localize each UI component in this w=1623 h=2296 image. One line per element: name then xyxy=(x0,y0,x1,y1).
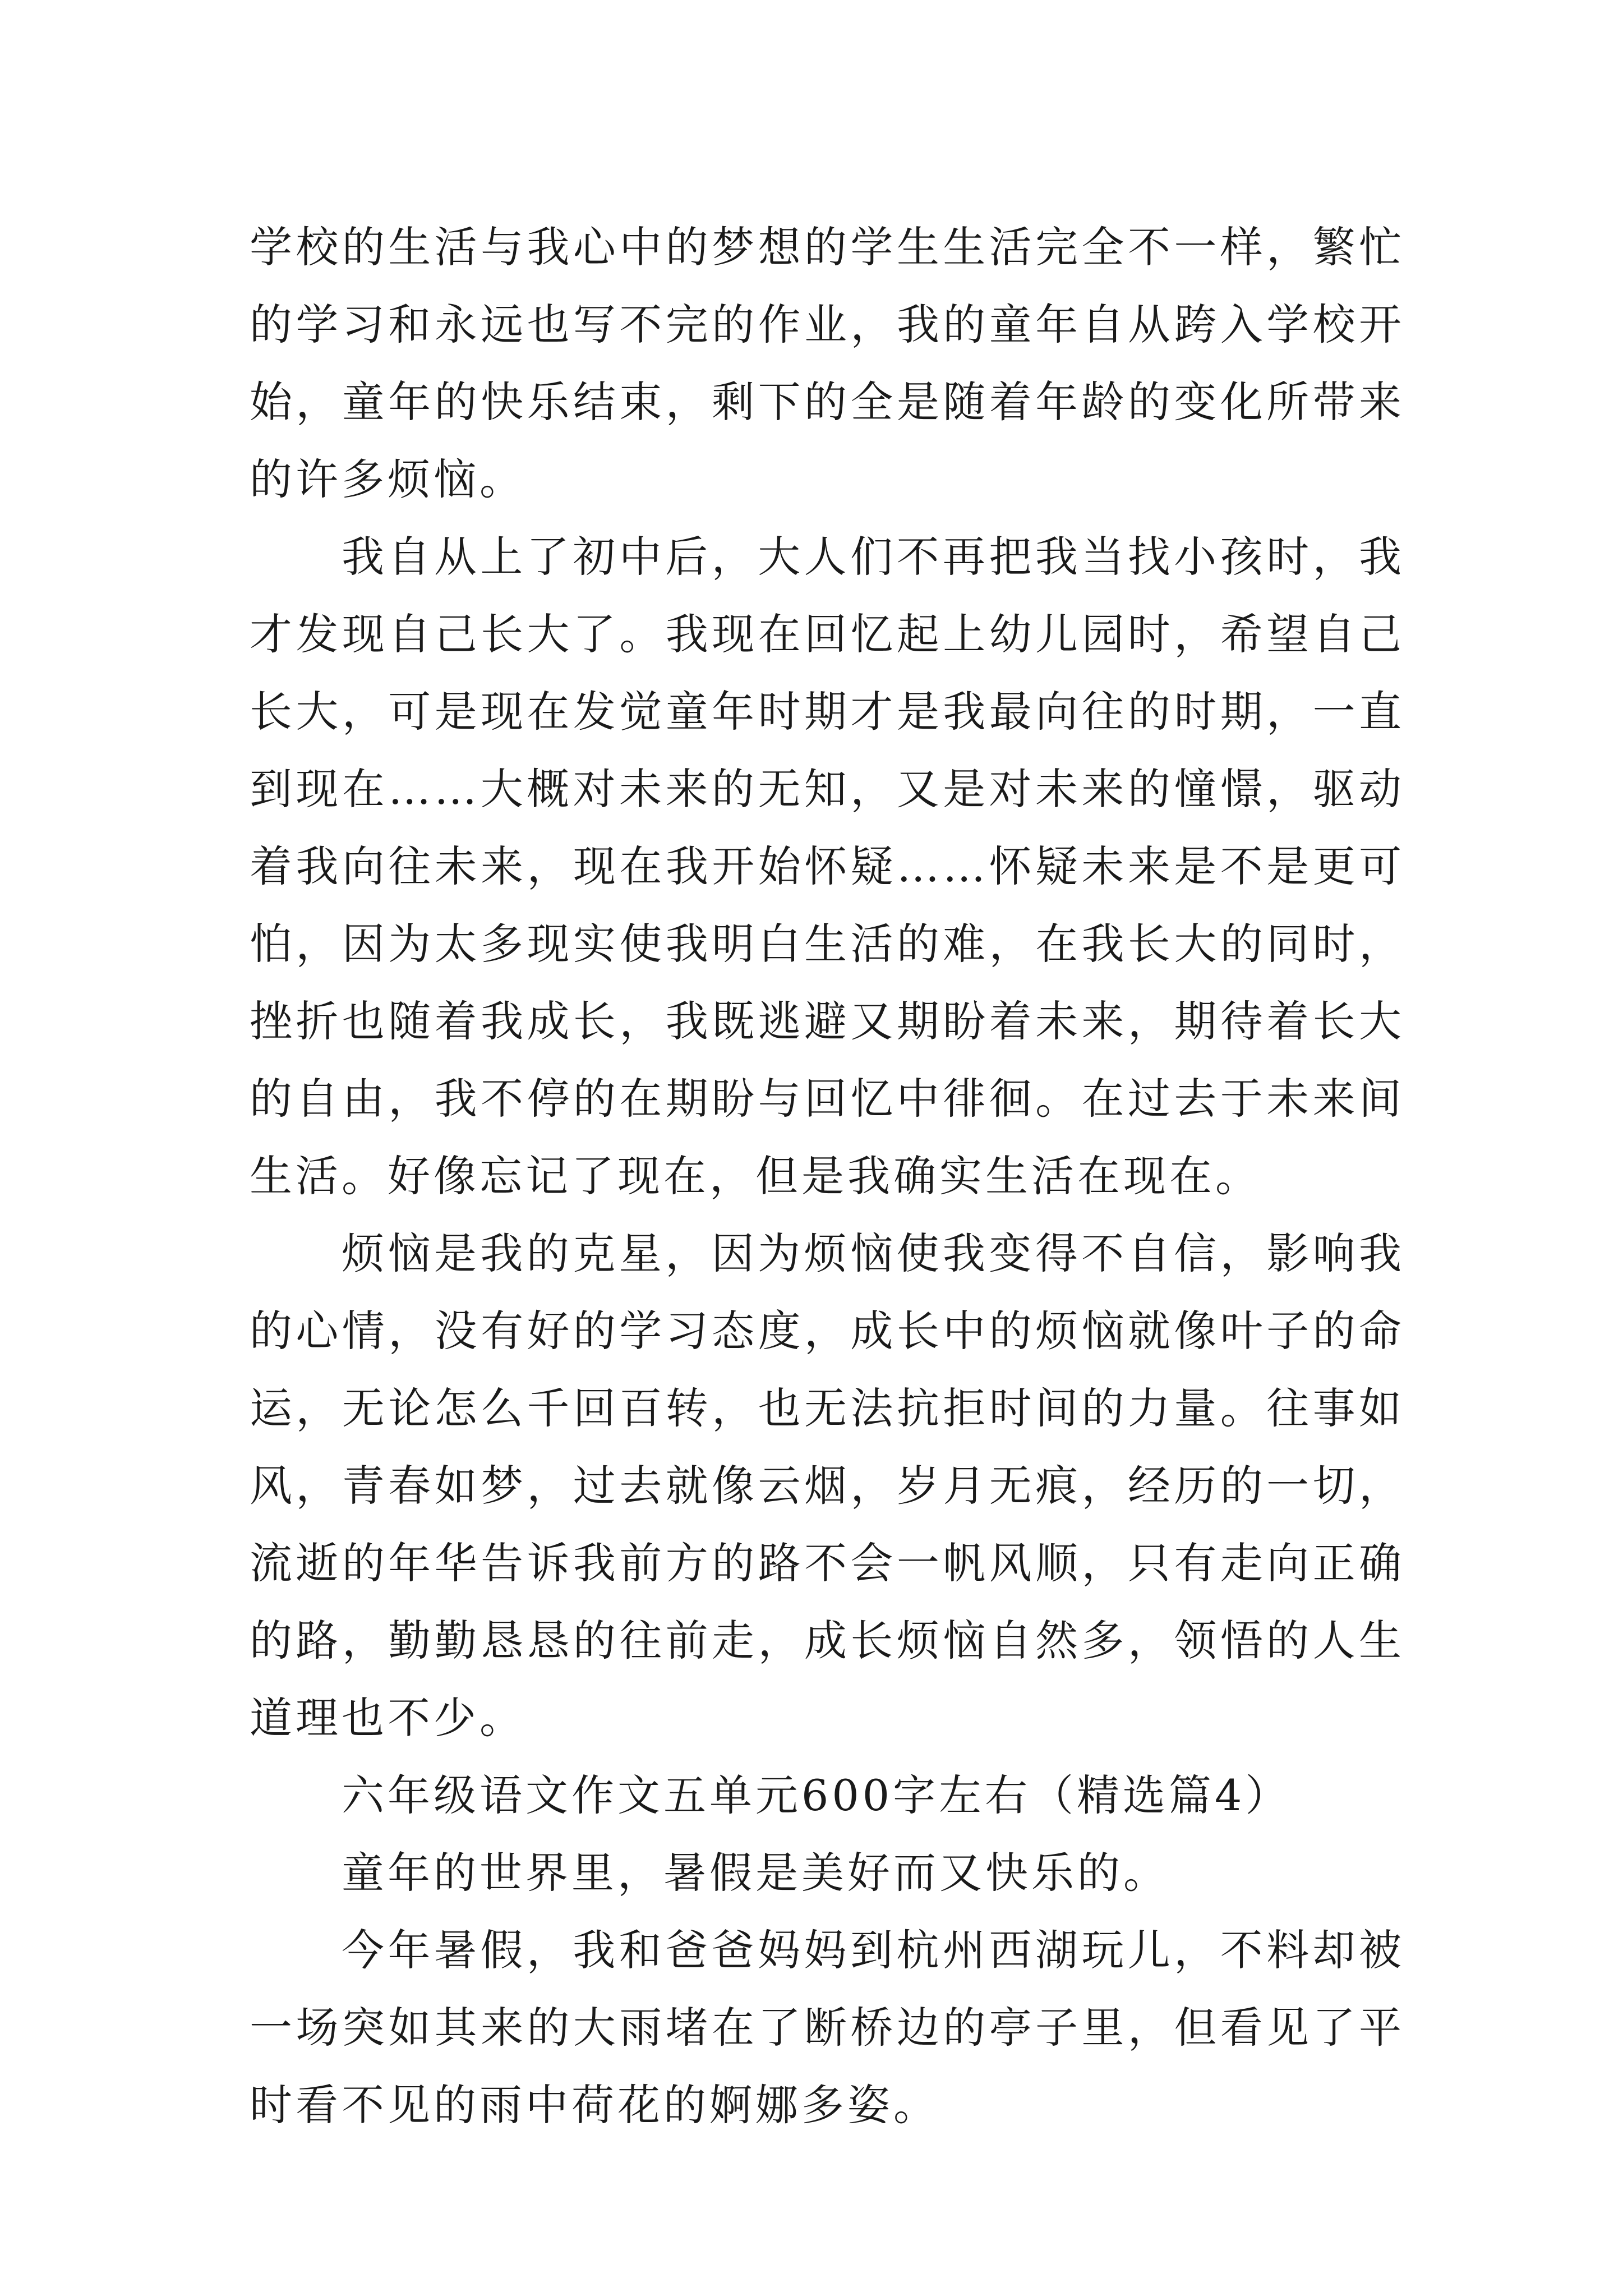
paragraph-3: 烦恼是我的克星，因为烦恼使我变得不自信，影响我的心情，没有好的学习态度，成长中的烦恼就像叶子的命运，无论怎么千回百转，也无法抗拒时间的力量。往事如风，青春如梦，过去就像云烟，岁月无痕，经历的一切，流逝的年华告诉我前方的路不会一帆风顺，只有走向正确的路，勤勤恳恳的往前走，成长烦恼自然多，领悟的人生道理也不少。 xyxy=(250,1228,1405,1743)
section-paragraph-1: 童年的世界里，暑假是美好而又快乐的。 xyxy=(342,1848,1169,1898)
paragraph-2: 我自从上了初中后，大人们不再把我当找小孩时，我才发现自己长大了。我现在回忆起上幼儿园时，希望自己长大，可是现在发觉童年时期才是我最向往的时期，一直到现在……大概对未来的无知，又是对未来的憧憬，驱动着我向往未来，现在我开始怀疑……怀疑未来是不是更可怕，因为太多现实使我明白生活的难，在我长大的同时，挫折也随着我成长，我既逃避又期盼着未来，期待着长大的自由，我不停的在期盼与回忆中徘徊。在过去于未来间生活。好像忘记了现在，但是我确实生活在现在。 xyxy=(250,532,1405,1201)
document-body xyxy=(250,209,1405,2144)
section-heading: 六年级语文作文五单元600字左右（精选篇4） xyxy=(342,1770,1292,1820)
section-paragraph-2: 今年暑假，我和爸爸妈妈到杭州西湖玩儿，不料却被一场突如其来的大雨堵在了断桥边的亭子里，但看见了平时看不见的雨中荷花的婀娜多姿。 xyxy=(250,1925,1405,2130)
paragraph-1: 学校的生活与我心中的梦想的学生生活完全不一样，繁忙的学习和永远也写不完的作业，我的童年自从跨入学校开始，童年的快乐结束，剩下的全是随着年龄的变化所带来的许多烦恼。 xyxy=(250,222,1405,504)
